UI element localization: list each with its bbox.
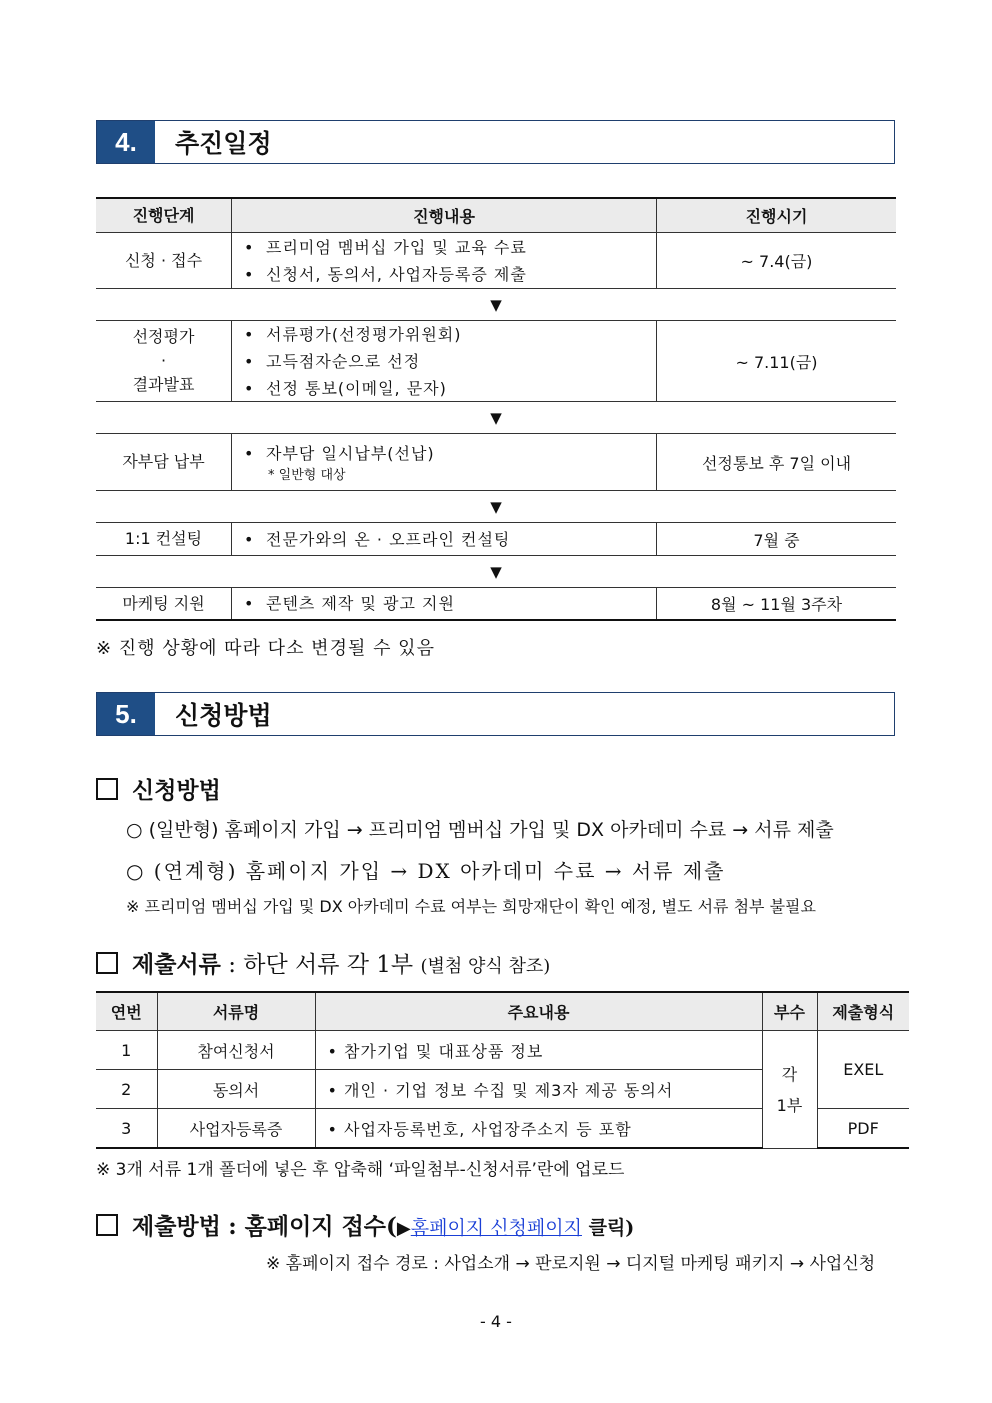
schedule-row xyxy=(96,522,896,555)
doc-no: 2 xyxy=(96,1070,157,1109)
documents-heading-paren: (별첨 양식 참조) xyxy=(420,956,551,977)
stage-cell: 1:1 컨설팅 xyxy=(96,523,232,555)
documents-table xyxy=(96,991,909,1149)
header-copies: 부수 xyxy=(762,992,817,1031)
method-heading-text: 신청방법 xyxy=(132,777,221,804)
documents-header-row xyxy=(96,992,909,1031)
checkbox-icon xyxy=(96,952,118,974)
method-line-general: ○ (일반형) 홈페이지 가입 → 프리미엄 멤버십 가입 및 DX 아카데미 수료 → 서류 제출 xyxy=(126,819,834,841)
header-no: 연번 xyxy=(96,992,157,1031)
stage-line: 선정평가 xyxy=(132,327,195,346)
submission-heading-text: 제출방법 xyxy=(132,1213,221,1240)
doc-format: EXEL xyxy=(817,1031,909,1109)
schedule-row xyxy=(96,320,896,401)
list-item: • 신청서, 동의서, 사업자등록증 제출 xyxy=(244,261,656,288)
schedule-row xyxy=(96,232,896,288)
checkbox-icon xyxy=(96,778,118,800)
stage-cell: 마케팅 지원 xyxy=(96,588,232,619)
stage-cell xyxy=(96,321,232,401)
section-4-title: 추진일정 xyxy=(175,129,272,158)
section-5-header xyxy=(96,692,895,736)
down-arrow-icon: ▼ xyxy=(96,288,896,320)
header-stage: 진행단계 xyxy=(96,199,232,232)
down-arrow-icon: ▼ xyxy=(96,490,896,522)
sub-note: * 일반형 대상 xyxy=(268,467,346,483)
stage-cell: 자부담 납부 xyxy=(96,434,232,490)
list-item: • 선정 통보(이메일, 문자) xyxy=(244,375,656,402)
header-content: 진행내용 xyxy=(232,199,657,232)
method-note: ※ 프리미엄 멤버십 가입 및 DX 아카데미 수료 여부는 희망재단이 확인 예정, 별도 서류 첨부 불필요 xyxy=(126,897,816,916)
doc-name: 동의서 xyxy=(157,1070,315,1109)
doc-no: 1 xyxy=(96,1031,157,1070)
doc-copies xyxy=(762,1031,817,1149)
content-cell xyxy=(232,321,657,401)
schedule-row xyxy=(96,587,896,621)
list-item: • 전문가와의 온 · 오프라인 컨설팅 xyxy=(244,526,656,553)
submission-link-suffix: 클릭) xyxy=(581,1217,635,1239)
stage-cell: 신청 · 접수 xyxy=(96,233,232,288)
submission-heading-rest: : 홈페이지 접수( xyxy=(228,1213,397,1240)
schedule-header-row xyxy=(96,197,896,232)
list-item: • 고득점자순으로 선정 xyxy=(244,348,656,375)
timing-cell: 8월 ~ 11월 3주차 xyxy=(710,595,843,614)
header-name: 서류명 xyxy=(157,992,315,1031)
copies-line: 1부 xyxy=(776,1096,803,1116)
documents-note: ※ 3개 서류 1개 폴더에 넣은 후 압축해 ‘파일첨부-신청서류’란에 업로드 xyxy=(96,1160,625,1180)
stage-line: · xyxy=(160,351,167,370)
submission-note: ※ 홈페이지 접수 경로 : 사업소개 → 판로지원 → 디지털 마케팅 패키지 → 사업신청 xyxy=(266,1254,876,1274)
down-arrow-icon: ▼ xyxy=(96,401,896,433)
content-cell xyxy=(232,588,657,619)
documents-heading xyxy=(96,946,550,979)
method-line-linked: ○ (연계형) 홈페이지 가입 → DX 아카데미 수료 → 서류 제출 xyxy=(126,859,726,883)
section-4-number: 4. xyxy=(97,121,155,163)
apply-page-link[interactable]: 홈페이지 신청페이지 xyxy=(410,1217,582,1239)
table-row xyxy=(96,1031,909,1070)
content-cell xyxy=(232,434,657,490)
list-item: • 서류평가(선정평가위원회) xyxy=(244,321,656,348)
doc-format: PDF xyxy=(817,1109,909,1149)
section-4-header xyxy=(96,120,895,164)
timing-cell: ~ 7.11(금) xyxy=(735,352,818,372)
timing-cell: 7월 중 xyxy=(753,530,800,550)
play-marker-icon: ▶ xyxy=(396,1218,411,1239)
submission-heading xyxy=(96,1208,634,1241)
list-item: • 자부담 일시납부(선납) xyxy=(244,440,656,467)
down-arrow-icon: ▼ xyxy=(96,555,896,587)
doc-no: 3 xyxy=(96,1109,157,1149)
header-format: 제출형식 xyxy=(817,992,909,1031)
checkbox-icon xyxy=(96,1214,118,1236)
section-5-title: 신청방법 xyxy=(175,701,272,730)
page-number: - 4 - xyxy=(480,1312,512,1331)
method-heading xyxy=(96,772,221,805)
schedule-table xyxy=(96,197,896,621)
timing-cell: ~ 7.4(금) xyxy=(740,252,813,271)
doc-name: 사업자등록증 xyxy=(157,1109,315,1149)
timing-cell: 선정통보 후 7일 이내 xyxy=(701,453,852,473)
list-item: • 콘텐츠 제작 및 광고 지원 xyxy=(244,590,656,617)
schedule-row xyxy=(96,433,896,490)
content-cell xyxy=(232,233,657,288)
documents-heading-rest: : 하단 서류 각 1부 xyxy=(228,952,414,978)
stage-line: 결과발표 xyxy=(132,375,195,394)
documents-heading-text: 제출서류 xyxy=(132,951,221,978)
schedule-note: ※ 진행 상황에 따라 다소 변경될 수 있음 xyxy=(96,638,435,659)
doc-content: • 개인 · 기업 정보 수집 및 제3자 제공 동의서 xyxy=(315,1070,762,1109)
list-item: • 프리미엄 멤버십 가입 및 교육 수료 xyxy=(244,234,656,261)
header-timing: 진행시기 xyxy=(745,207,808,226)
copies-line: 각 xyxy=(781,1065,798,1085)
doc-content: • 참가기업 및 대표상품 정보 xyxy=(315,1031,762,1070)
doc-name: 참여신청서 xyxy=(157,1031,315,1070)
content-cell xyxy=(232,523,657,555)
section-5-number: 5. xyxy=(97,693,155,735)
doc-content: • 사업자등록번호, 사업장주소지 등 포함 xyxy=(315,1109,762,1149)
header-content: 주요내용 xyxy=(315,992,762,1031)
